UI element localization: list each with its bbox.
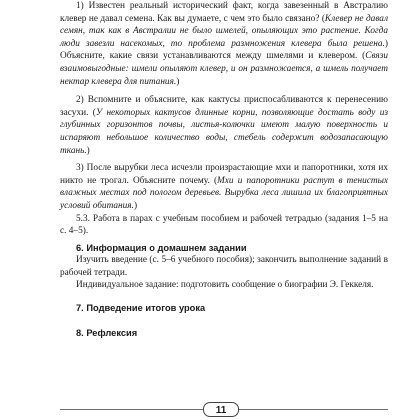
moss-question: 3) После вырубки леса исчезли произрастающие мхи и папоротники, хотя их никто не трогал. Объясните почему. ( — [60, 163, 388, 186]
paragraph-cactus — [60, 94, 388, 157]
individual-task-text: Индивидуальное задание: подготовить сообщение о биографии Э. Геккеля. — [76, 280, 374, 291]
paragraph-clover — [60, 0, 388, 88]
paragraph-pair-work: 5.3. Работа в парах с учебным пособием и рабочей тетрадью (задания 1–5 на с. 4–5). — [60, 213, 388, 237]
page-footer — [60, 401, 388, 419]
section7-heading: 7. Подведение итогов урока — [76, 303, 206, 314]
moss-close: ) — [133, 200, 138, 211]
clover-answer: Клевер не давал семян, так как в Австралии не было шмелей, опыляющих это растение. Когда люди завезли насекомых, то проблема размножения клевера была решена. — [60, 13, 388, 49]
clover-followup: ) Объясните, какие связи устанавливаются между шмелями и клевером. ( — [60, 38, 388, 62]
cactus-close: ) — [86, 145, 90, 156]
clover-followup-answer: Связи взаимовыгодные: шмели опыляют клевер, и он размножается, а шмель получает нектар клевера для питания. — [60, 51, 388, 87]
clover-close: ) — [176, 76, 180, 87]
cactus-answer: У некоторых кактусов длинные корни, позволяющие достать воду из глубинных горизонтов почвы, листья-колючки имеют малую поверхность и испаряют небольшое количество воды, стебель содержит водозапасающую ткань. — [60, 107, 388, 156]
homework-text: Изучить введение (с. 5–6 учебного пособия); закончить выполнение заданий в рабочей тетради. — [60, 255, 388, 278]
section8-heading: 8. Рефлексия — [76, 327, 138, 338]
main-text — [60, 0, 388, 339]
paragraph-moss — [60, 162, 388, 212]
clover-question: 1) Известен реальный исторический факт, когда завезенный в Австралию клевер не давал семена. Как вы думаете, с чем это было связано? ( — [60, 1, 388, 24]
cactus-question: 2) Вспомните и объясните, как кактусы приспосабливаются к перенесению засухи. ( — [60, 95, 388, 118]
page-number-badge: 11 — [203, 402, 239, 417]
section6-heading: 6. Информация о домашнем задании — [76, 242, 247, 253]
moss-answer: Мхи и папоротники растут в тенистых влажных местах под пологом деревьев. Вырубка леса лишила их благоприятных условий обитания. — [60, 175, 388, 211]
